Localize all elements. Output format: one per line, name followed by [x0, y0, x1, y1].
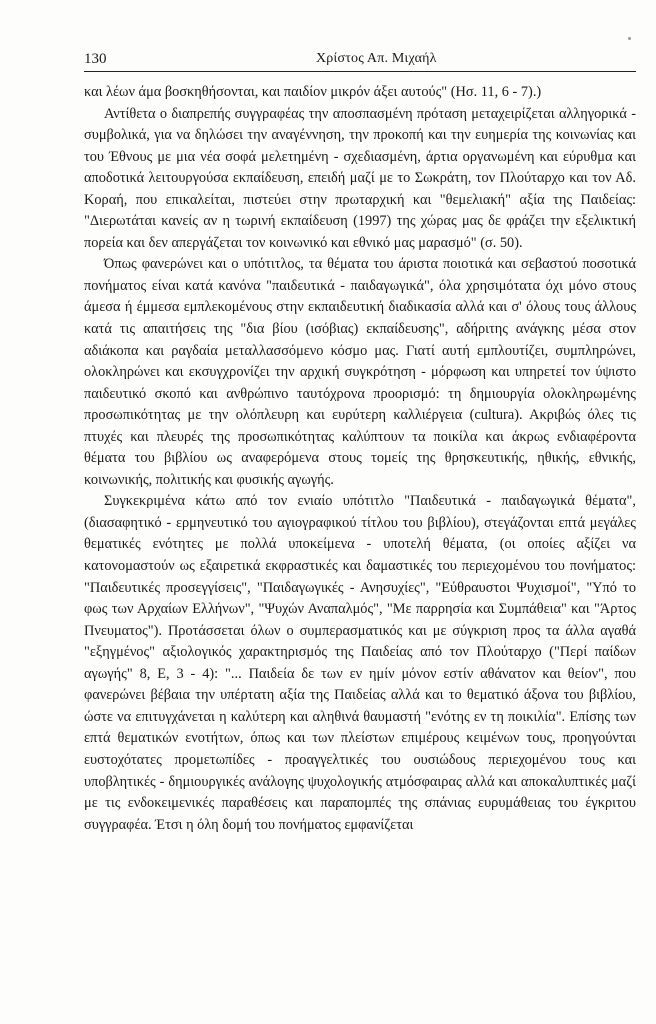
- page-header: [84, 51, 636, 71]
- header-rule: [84, 71, 636, 72]
- running-head: Χρίστος Απ. Μιχαήλ: [316, 51, 437, 66]
- paragraph: Συγκεκριμένα κάτω από τον ενιαίο υπότιτλο "Παιδευτικά - παιδαγωγικά θέματα", (διασαφητικό - ερμηνευτικό του αγιογραφικού τίτλου του βιβλίου), στεγάζονται επτά μεγάλες θεματικές ενότητες με πολλά υποκείμενα - υποτελή θέματα, (οι οποίες αξίζει να κατονομαστούν ως εξαιρετικά εκφραστικές και δαμαστικές του περιεχομένου του πονήματος: "Παιδευτικές προσεγγίσεις", "Παιδαγωγικές - Ανησυχίες", "Εύθραυστοι Ψυχισμοί", "Υπό το φως των Αρχαίων Ελλήνων", "Ψυχών Αναπαλμός", "Με παρρησία και Συμπάθεια" και "Άρτος Πνευματος"). Προτάσσεται όλων ο συμπερασματικός και με σύγκριση προς τα άλλα αγαθά "εξηγμένος" αξιολογικός χαρακτηρισμός της Παιδείας από τον Πλούταρχο ("Περί παίδων αγωγής" 8, Ε, 3 - 4): "... Παιδεία δε των εν ημίν μόνον εστίν αθάνατον και θείον", που φανερώνει βέβαια την υπέρτατη αξία της Παιδείας αλλά και το θεματικό άξονα του βιβλίου, ώστε να επιτυγχάνεται η καλύτερη και αληθινά θαυμαστή "ενότης εν τη ποικιλία". Επίσης των επτά θεματικών ενοτήτων, όπως και των πλείστων επιμέρους κειμένων τους, προηγούνται ευστοχότατες προμετωπίδες - προαγγελτικές του ουσιώδους περιεχομένου τους και υποβλητικές - δημιουργικές ανάλογης ψυχολογικής ατμόσφαιρας αλλά και αποκαλυπτικές μαζί με τις ενδοκειμενικές παραθέσεις και παραπομπές της σπάνιας ευρυμάθειας του έγκριτου συγγραφέα. Έτσι η όλη δομή του πονήματος εμφανίζεται: [84, 493, 636, 833]
- scan-speck: [628, 37, 631, 40]
- paragraph: Αντίθετα ο διαπρεπής συγγραφέας την αποσπασμένη πρόταση μεταχειρίζεται αλληγορικά - συμβολικά, για να δηλώσει την αναγέννηση, την προκοπή και την ευημερία της κοινωνίας και του Έθνους με μια νέα σοφά μελετημένη - σχεδιασμένη, άρτια οργανωμένη και εύρυθμα και αποδοτικά λειτουργούσα εκπαίδευση, επειδή μαζί με το Σωκράτη, τον Πλούταρχο και τον Αδ. Κοραή, που επικαλείται, πιστεύει στην πρωταρχική και "θεμελιακή" αξία της Παιδείας: "Διερωτάται κανείς αν η τωρινή εκπαίδευση (1997) της χώρας μας δε φράζει την εξελικτική πορεία και δεν απεργάζεται τον κοινωνικό και εθνικό μας μαρασμό" (σ. 50).: [84, 105, 636, 251]
- paragraph-continuation: και λέων άμα βοσκηθήσονται, και παιδίον μικρόν άξει αυτούς" (Ησ. 11, 6 - 7).): [84, 84, 542, 100]
- page-number: 130: [84, 51, 107, 67]
- body-text: [84, 82, 636, 836]
- paragraph: Όπως φανερώνει και ο υπότιτλος, τα θέματα του άριστα ποιοτικά και σεβαστού ποσοτικά πονήματος είναι κατά κανόνα "παιδευτικά - παιδαγωγικά", όλα χρησιμότατα όχι μόνο στους άμεσα ή έμμεσα εμπλεκομένους στην εκπαιδευτική διαδικασία αλλά και σ' όλους τους άλλους κατά τις απαιτήσεις της "δια βίου (ισόβιας) εκπαίδευσης", αδήριτης ανάγκης μέσα στον αδιάκοπα και ραγδαία μεταλλασσόμενο κόσμο μας. Γιατί αυτή εμπλουτίζει, συμπληρώνει, ολοκληρώνει και εκσυγχρονίζει την αρχική συγκρότηση - μόρφωση και υπηρετεί τον ύψιστο παιδευτικό σκοπό και ανθρώπινο ταυτόχρονα προορισμό: τη δημιουργία ολοκληρωμένης προσωπικότητας με την ολόπλευρη και ευρύτερη καλλιέργεια (cultura). Ακριβώς όλες τις πτυχές και πλευρές της προσωπικότητας καλύπτουν τα ποικίλα και άκρως ενδιαφέροντα θέματα του βιβλίου ως αναφερόμενα στους τομείς της θρησκευτικής, ηθικής, εθνικής, κοινωνικής, πολιτικής και φυσικής αγωγής.: [84, 256, 636, 488]
